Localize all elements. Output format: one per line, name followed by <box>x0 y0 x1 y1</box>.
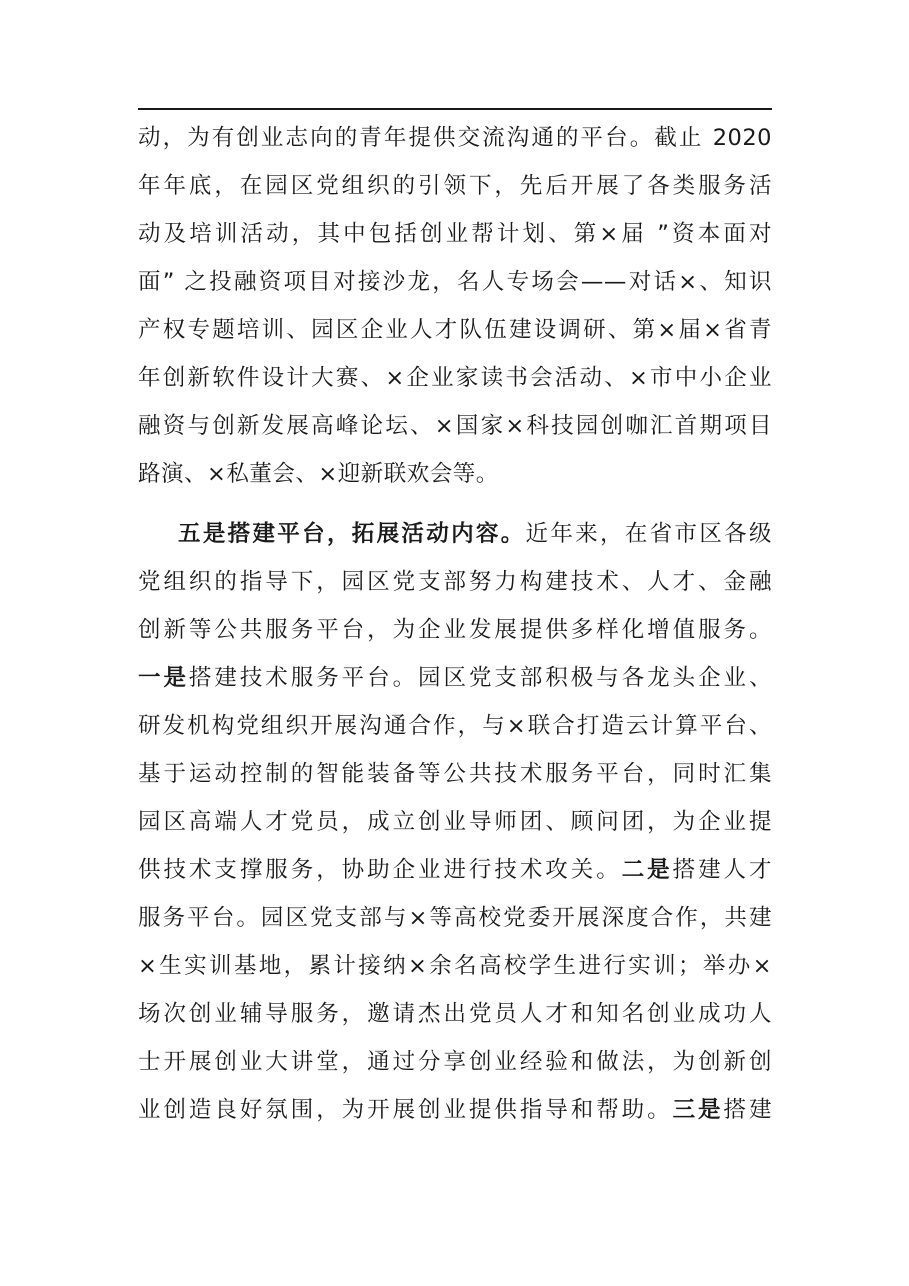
text-line: 场次创业辅导服务，邀请杰出党员人才和知名创业成功人 <box>138 1001 772 1027</box>
text-line <box>138 1086 772 1134</box>
text-run: 搭建 <box>723 1097 772 1123</box>
text-line: 服务平台。园区党支部与×等高校党委开展深度合作，共建 <box>138 905 772 931</box>
text-line: 士开展创业大讲堂，通过分享创业经验和做法，为创新创 <box>138 1049 772 1075</box>
text-line: 基于运动控制的智能装备等公共技术服务平台，同时汇集 <box>138 761 772 787</box>
text-line <box>138 654 772 702</box>
item-marker: 三是 <box>672 1097 724 1123</box>
text-run: 供技术支撑服务，协助企业进行技术攻关。 <box>138 857 622 883</box>
text-line: 年年底，在园区党组织的引领下，先后开展了各类服务活 <box>138 173 772 199</box>
text-line: 年创新软件设计大赛、×企业家读书会活动、×市中小企业 <box>138 365 772 391</box>
header-rule <box>138 108 772 110</box>
text-line: 党组织的指导下，园区党支部努力构建技术、人才、金融 <box>138 569 772 595</box>
section-heading: 五是搭建平台，拓展活动内容。 <box>178 521 526 547</box>
item-marker: 二是 <box>621 857 673 883</box>
text-run: 搭建技术服务平台。园区党支部积极与各龙头企业、 <box>188 665 772 691</box>
text-line: 研发机构党组织开展沟通合作，与×联合打造云计算平台、 <box>138 713 772 739</box>
text-line: 产权专题培训、园区企业人才队伍建设调研、第×届×省青 <box>138 317 772 343</box>
text-line: 创新等公共服务平台，为企业发展提供多样化增值服务。 <box>138 617 772 643</box>
text-line: ×生实训基地，累计接纳×余名高校学生进行实训；举办× <box>138 953 772 979</box>
text-run: 搭建人才 <box>672 857 772 883</box>
text-line: 路演、×私董会、×迎新联欢会等。 <box>138 461 499 487</box>
text-line: 园区高端人才党员，成立创业导师团、顾问团，为企业提 <box>138 809 772 835</box>
text-line: 动及培训活动，其中包括创业帮计划、第×届 ”资本面对 <box>138 221 772 247</box>
text-line: 面” 之投融资项目对接沙龙，名人专场会——对话×、知识 <box>138 269 772 295</box>
item-marker: 一是 <box>138 665 189 691</box>
text-run: 近年来，在省市区各级 <box>525 521 772 547</box>
text-line: 融资与创新发展高峰论坛、×国家×科技园创咖汇首期项目 <box>138 413 772 439</box>
text-line: 动，为有创业志向的青年提供交流沟通的平台。截止 2020 <box>138 125 772 151</box>
text-run: 业创造良好氛围，为开展创业提供指导和帮助。 <box>138 1097 673 1123</box>
text-line <box>138 846 772 894</box>
text-line <box>178 510 772 558</box>
